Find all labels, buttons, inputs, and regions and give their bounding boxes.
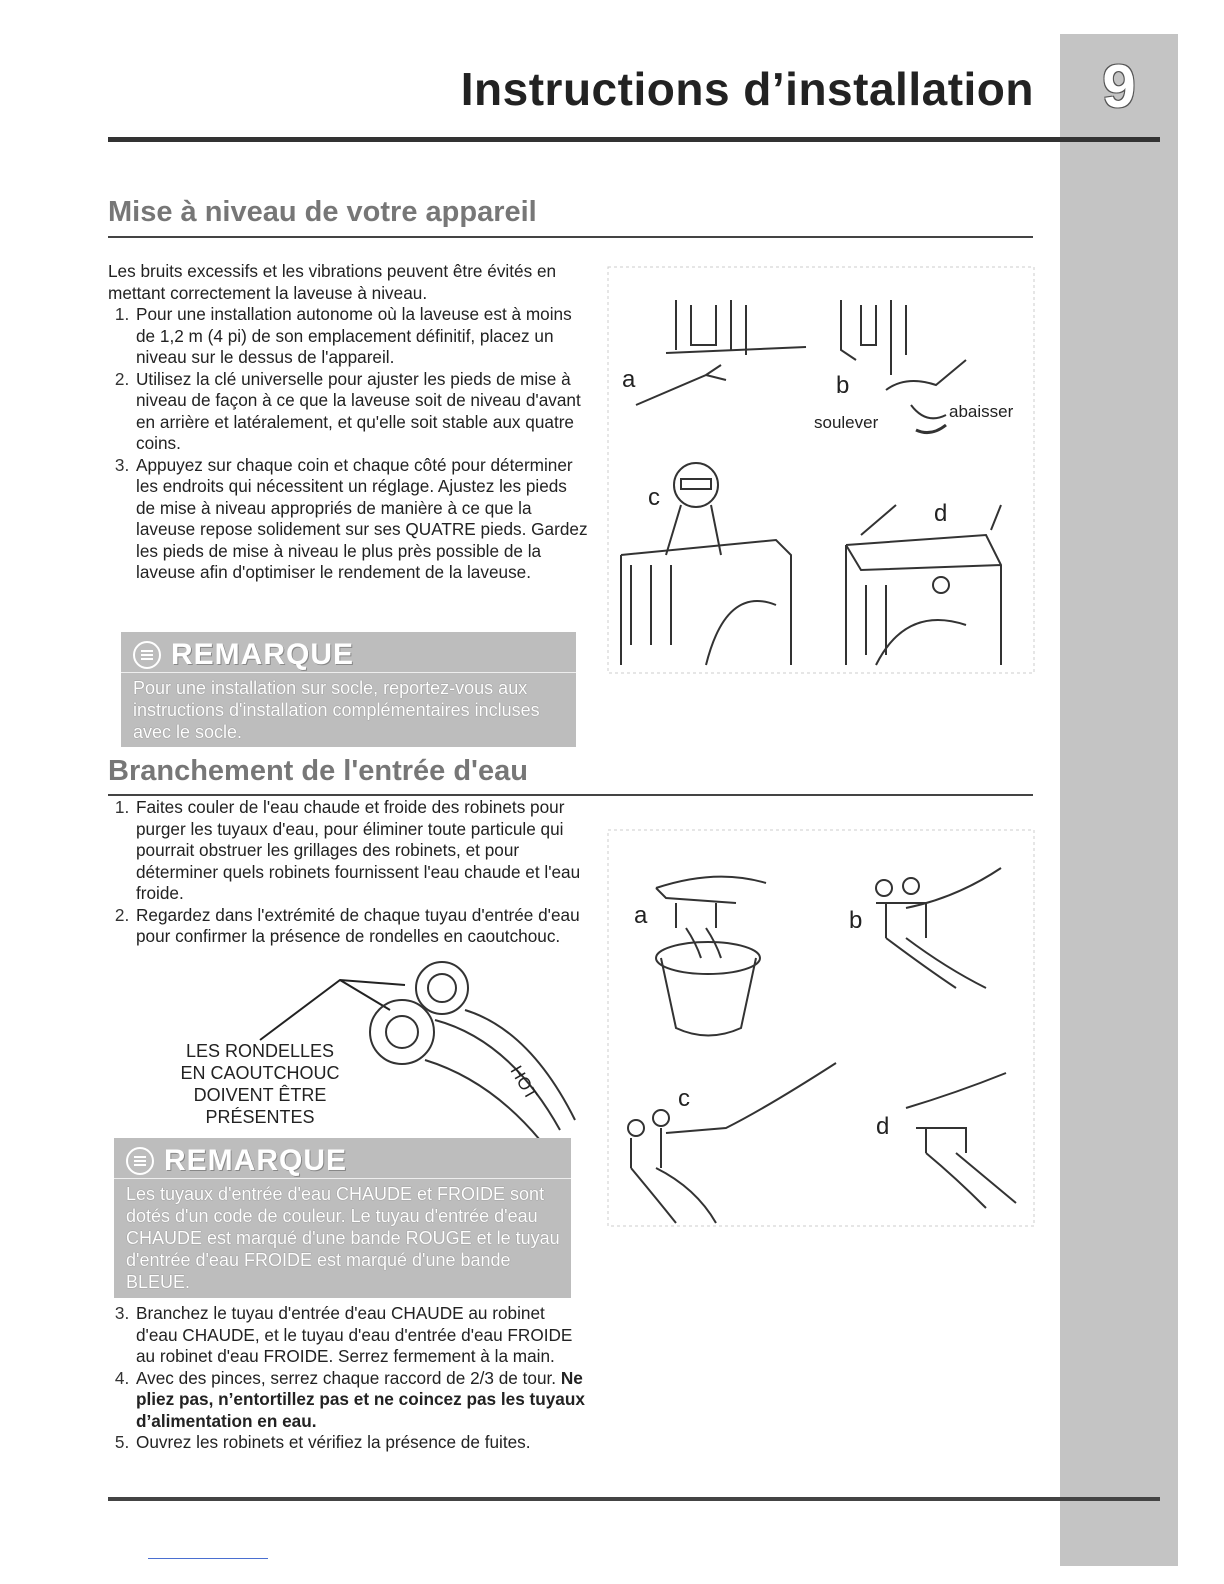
note-box-pedestal [121,632,576,747]
note-heading [114,1138,571,1179]
figure-label-c: c [648,484,660,511]
note-heading [121,632,576,673]
washer-caption [150,1040,370,1128]
press-corners-illustration [846,505,1001,665]
note-icon [133,641,161,669]
water-inlet-steps-bottom [108,1303,588,1454]
water-step-4 [134,1368,588,1433]
faucet-connection-illustration [606,828,1036,1228]
note-icon [126,1147,154,1175]
leveling-step-1: 1. Pour une installation autonome où la laveuse est à moins de 1,2 m (4 pi) de son emplacement définitif, placez un niveau sur le dessus de l'appareil. [134,304,588,369]
page-number: 9 [1102,53,1136,120]
footer-divider [108,1497,1160,1501]
leveling-step-2: 2. Utilisez la clé universelle pour ajuster les pieds de mise à niveau de façon à ce que la laveuse soit de niveau d'avant en arrière et latéralement, et qu'elle soit stable aux quatre coins. [134,369,588,455]
water-inlet-steps-top [108,797,588,948]
water-step-1: 1. Faites couler de l'eau chaude et froide des robinets pour purger les tuyaux d'eau, pour éliminer toute particule qui pourrait obstruer les grillages des robinets, et pour déterminer quels robinets fournissent l'eau chaude et l'eau froide. [134,797,588,905]
hose-label: HOT [506,1062,541,1104]
water-step-5: 5. Ouvrez les robinets et vérifiez la présence de fuites. [134,1432,588,1454]
figure-label-a: a [634,902,648,929]
leveling-illustration [606,265,1036,675]
note-text: Pour une installation sur socle, reportez-vous aux instructions d'installation complémentaires incluses avec le socle. [133,678,540,742]
check-leaks-illustration [906,1073,1016,1208]
section-title-water-inlet: Branchement de l'entrée d'eau [108,755,528,787]
leveling-text [108,261,588,584]
raise-label: soulever [814,413,879,432]
water-inlet-text-top [108,797,588,948]
header-divider [108,137,1160,142]
figure-label-c: c [678,1085,690,1112]
figure-label-b: b [836,372,850,399]
section-divider [108,236,1033,238]
lower-label: abaisser [949,402,1014,421]
adjust-arrow-icon [916,425,946,433]
page-side-tab [1060,34,1178,1566]
figure-label-b: b [849,907,863,934]
washer-caption-line: PRÉSENTES [205,1107,315,1127]
note-box-hose-colors [114,1138,571,1298]
bottom-rule-mark [148,1558,268,1559]
bucket-flush-illustration [656,877,766,1036]
washer-caption-line: DOIVENT ÊTRE [193,1085,327,1105]
hand-connect-illustration [876,868,1001,988]
section-title-leveling: Mise à niveau de votre appareil [108,196,537,228]
hand-adjust-illustration [841,300,966,418]
leveling-steps [108,304,588,584]
water-step-2: 2. Regardez dans l'extrémité de chaque tuyau d'entrée d'eau pour confirmer la présence de rondelles en caoutchouc. [134,905,588,948]
page-title: Instructions d’installation [460,63,1034,115]
figure-label-d: d [876,1113,890,1140]
water-step-4-text: Avec des pinces, serrez chaque raccord de 2/3 de tour. [136,1367,557,1388]
leveling-intro: Les bruits excessifs et les vibrations peuvent être évités en mettant correctement la laveuse à niveau. [108,261,557,303]
level-tool-illustration [621,463,791,665]
wrench-illustration [636,300,806,405]
water-step-4-warning: Ne pliez pas, n’entortillez pas et ne coincez pas les tuyaux d’alimentation en eau. [136,1367,585,1431]
washer-caption-line: LES RONDELLES [185,1041,335,1061]
water-inlet-text-bottom [108,1303,588,1454]
pliers-tighten-illustration [628,1063,836,1223]
note-heading-label: REMARQUE [171,638,355,671]
section-divider [108,794,1033,796]
note-text: Les tuyaux d'entrée d'eau CHAUDE et FROIDE sont dotés d'un code de couleur. Le tuyau d'entrée d'eau CHAUDE est marqué d'une bande ROUGE et le tuyau d'entrée d'eau FROIDE est marqué d'une bande BLEUE. [126,1184,560,1292]
washer-caption-line: EN CAOUTCHOUC [180,1063,340,1083]
figure-label-d: d [934,500,948,527]
water-step-3: 3. Branchez le tuyau d'entrée d'eau CHAUDE au robinet d'eau CHAUDE, et le tuyau d'eau d'entrée d'eau FROIDE au robinet d'eau FROIDE. Serrez fermement à la main. [134,1303,588,1368]
figure-label-a: a [622,366,636,393]
leveling-step-3: 3. Appuyez sur chaque coin et chaque côté pour déterminer les endroits qui nécessitent un réglage. Ajustez les pieds de mise à niveau appropriés de manière à ce que la laveuse repose solidement sur ses QUATRE pieds. Gardez les pieds de mise à niveau le plus près possible de la laveuse afin d'optimiser le rendement de la laveuse. [134,455,588,584]
note-heading-label: REMARQUE [164,1144,348,1177]
